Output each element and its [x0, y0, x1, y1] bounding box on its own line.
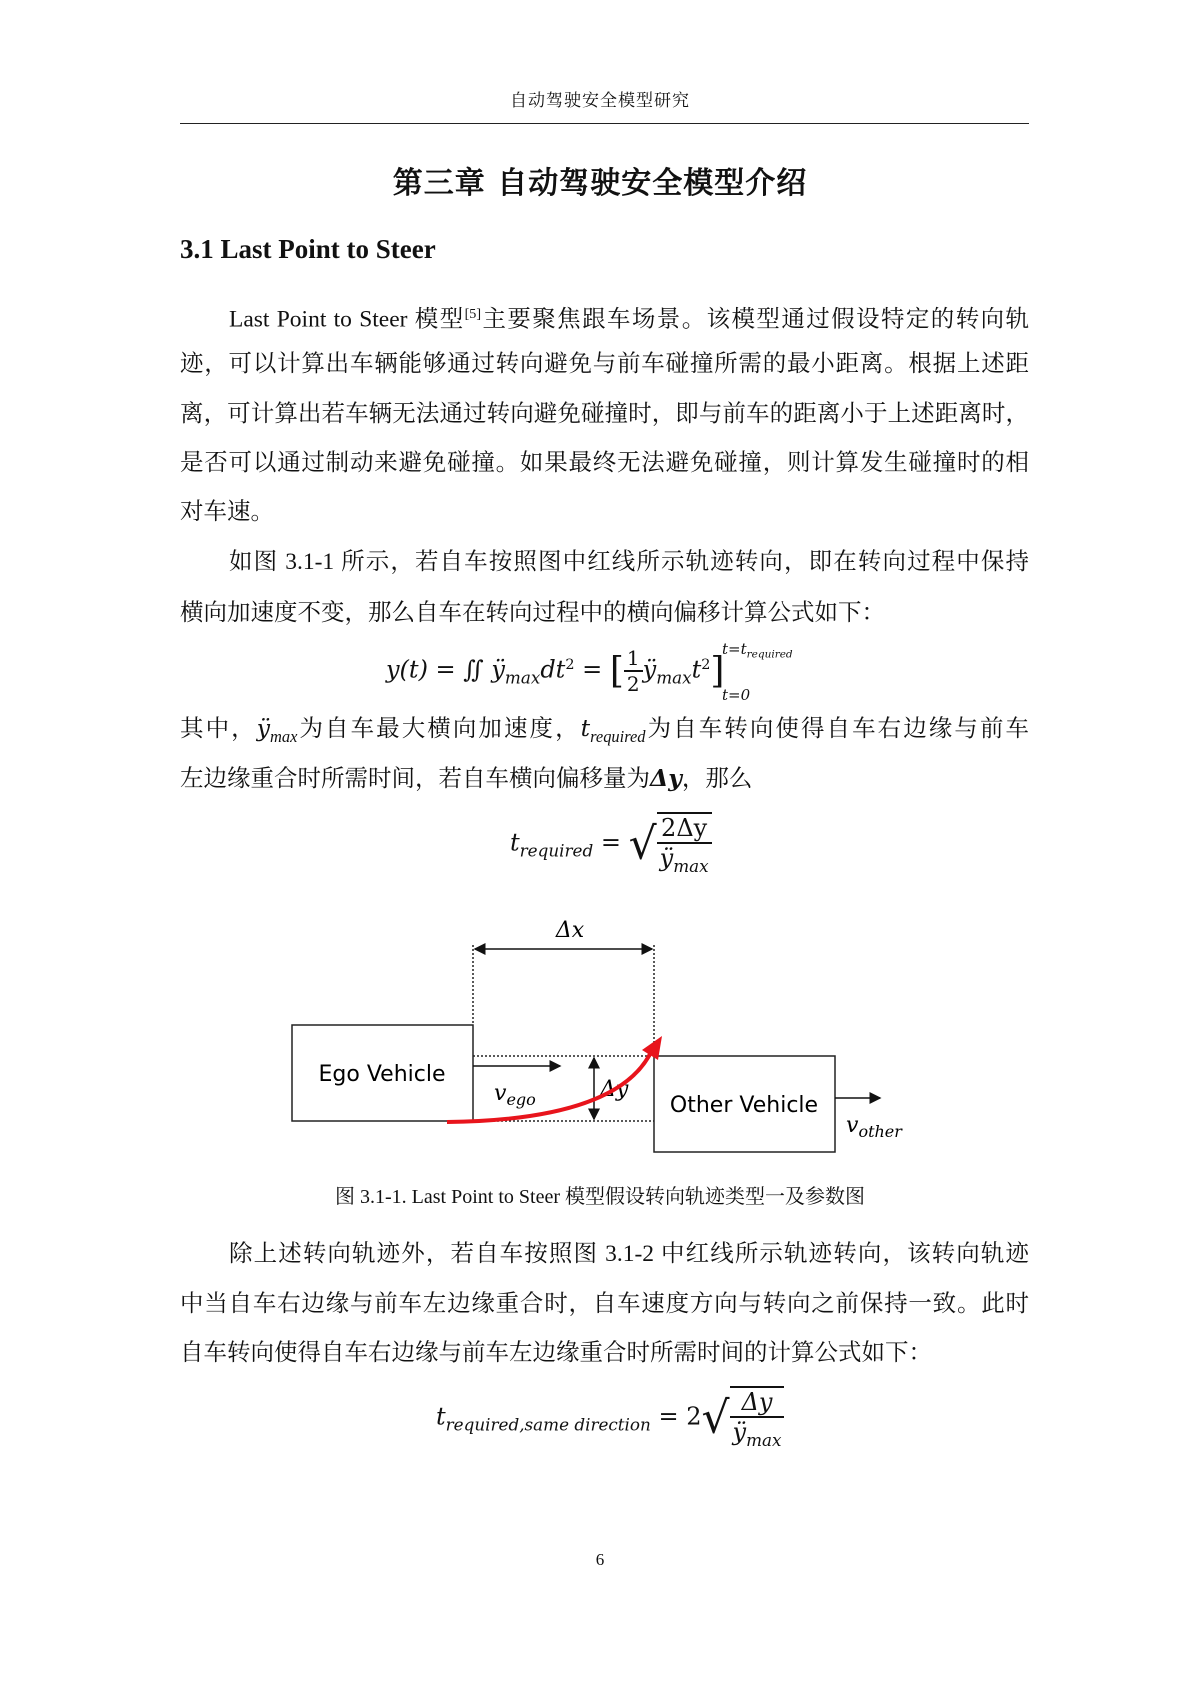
- formula-lower-limit: t=0: [722, 686, 751, 704]
- formula-text: 2: [626, 672, 640, 696]
- text: max: [269, 726, 298, 746]
- formula-text: ÿ: [732, 1418, 747, 1446]
- formula-text: y(t) = ∬ ÿ: [386, 655, 505, 684]
- text: Last Point to Steer 模型: [229, 306, 465, 333]
- citation-link[interactable]: [5]: [464, 306, 482, 322]
- text: ÿ: [256, 714, 270, 742]
- text: ，那么: [681, 766, 753, 792]
- text: 为自车转向使得自车右边缘与前车: [645, 716, 1030, 742]
- formula-text: 2Δy: [657, 814, 712, 844]
- paragraph-line: 对车速。: [180, 499, 274, 525]
- text: t: [580, 714, 591, 742]
- formula-text: 2: [701, 656, 711, 673]
- formula-text: 2: [565, 656, 575, 673]
- formula-text: required: [746, 648, 793, 661]
- text: 为自车最大横向加速度，: [297, 716, 581, 742]
- formula-text: required,same direction: [445, 1414, 651, 1435]
- formula-text: max: [673, 855, 709, 876]
- formula-text: max: [504, 667, 541, 688]
- formula-text: t: [436, 1402, 446, 1431]
- dy-label: Δy: [600, 1077, 629, 1102]
- paragraph-line: 离，可计算出若车辆无法通过转向避免碰撞时，即与前车的距离小于上述距离时，: [180, 401, 1029, 427]
- formula-text: = 2: [650, 1402, 702, 1431]
- formula-text: ÿ: [659, 844, 674, 872]
- paragraph-line: 迹，可以计算出车辆能够通过转向避免与前车碰撞所需的最小距离。根据上述距: [180, 351, 1029, 377]
- formula-text: =: [593, 828, 629, 857]
- paragraph-line: 横向加速度不变，那么自车在转向过程中的横向偏移计算公式如下：: [180, 600, 885, 626]
- other-vehicle-label: Other Vehicle: [669, 1093, 819, 1118]
- v-other-label: $v_{other}$: [846, 1113, 902, 1141]
- ego-vehicle-label: Ego Vehicle: [318, 1062, 446, 1087]
- text: 主要聚焦跟车场景。该模型通过假设特定的转向轨: [481, 306, 1030, 333]
- formula-text: max: [656, 667, 692, 688]
- paragraph-line: 除上述转向轨迹外，若自车按照图 3.1-2 中红线所示轨迹转向，该转向轨迹: [229, 1241, 1029, 1267]
- text: 其中，: [180, 716, 257, 742]
- paragraph-line: 是否可以通过制动来避免碰撞。如果最终无法避免碰撞，则计算发生碰撞时的相: [180, 450, 1029, 476]
- paragraph-line: 中当自车右边缘与前车左边缘重合时，自车速度方向与转向之前保持一致。此时: [180, 1291, 1029, 1317]
- formula-text: max: [746, 1429, 782, 1450]
- formula-text: 1: [624, 646, 643, 672]
- running-header: 自动驾驶安全模型研究: [510, 91, 690, 110]
- formula-text: dt: [540, 655, 566, 684]
- paragraph-line: 如图 3.1-1 所示，若自车按照图中红线所示轨迹转向，即在转向过程中保持: [229, 549, 1029, 575]
- formula-t-required: $t_{required}$ = √ $\frac{2\Delta y}{ÿ_{max}}$: [510, 812, 712, 876]
- formula-text: ÿ: [642, 655, 657, 684]
- formula-text: Δy: [730, 1388, 785, 1418]
- text: required: [590, 726, 646, 746]
- formula-lateral-offset: y(t) = ∬ $ÿ_{max}dt^2$ = [ $\frac{1}{2}$ $ÿ_{max}t^2$]: [386, 646, 725, 696]
- paragraph-line: 自车转向使得自车右边缘与前车左边缘重合时所需时间的计算公式如下：: [180, 1340, 932, 1366]
- formula-text: t: [691, 655, 702, 684]
- chapter-title: 第三章 自动驾驶安全模型介绍: [392, 166, 808, 201]
- formula-text: required: [519, 840, 594, 861]
- text: Δy: [650, 764, 682, 792]
- text: 左边缘重合时所需时间，若自车横向偏移量为: [180, 766, 650, 792]
- figure-caption: 图 3.1-1. Last Point to Steer 模型假设转向轨迹类型一及参数图: [335, 1186, 865, 1208]
- formula-text: t: [510, 828, 520, 857]
- formula-t-required-same-direction: $t_{required,same direction} = 2√$ $\frac{\Delta y}{ÿ_{max}}$: [436, 1386, 784, 1450]
- section-title: 3.1 Last Point to Steer: [180, 234, 436, 264]
- formula-text: =: [574, 655, 610, 684]
- dx-label: Δx: [555, 918, 585, 943]
- page-number: 6: [595, 1550, 605, 1569]
- steer-trajectory: [447, 1050, 652, 1122]
- formula-text: t=t: [722, 640, 747, 658]
- v-ego-label: $v_{ego}$: [494, 1081, 536, 1109]
